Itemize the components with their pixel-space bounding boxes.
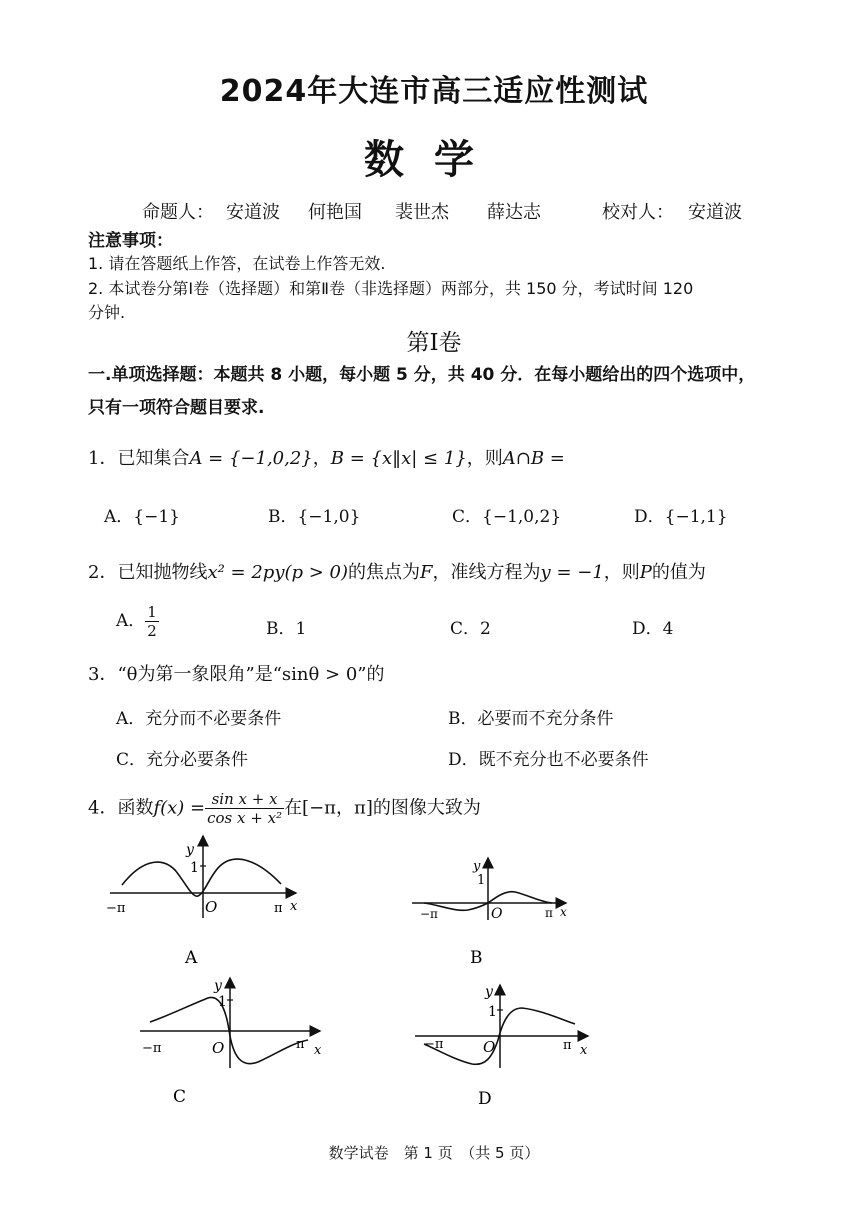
graph-a-pi: π [274, 901, 283, 916]
q2-var: P [639, 562, 652, 583]
graph-a-axis-x: x [290, 899, 298, 914]
q1-option-a: A．{−1} [104, 507, 180, 527]
graph-d-origin: O [483, 1038, 496, 1056]
q4-stem-a: 4．函数 [88, 797, 154, 819]
q1-ask: A∩B = [502, 448, 565, 469]
graph-c-origin: O [212, 1039, 225, 1057]
q4-denominator: cos x + x² [207, 809, 283, 827]
notice-item-2-cont: 分钟. [88, 303, 126, 322]
graph-b-axis-y: y [473, 859, 481, 874]
q2-equation: x² = 2py(p > 0) [207, 562, 349, 583]
graph-a-axis-y: y [186, 842, 194, 858]
q4-numerator: sin x + x [205, 790, 284, 809]
q2-stem-e: 的值为 [651, 562, 706, 583]
graph-c-label: C [173, 1087, 187, 1107]
graph-d-neg-pi: −π [424, 1037, 444, 1052]
q2-stem-c: ，准线方程为 [432, 562, 541, 583]
question-3: 3．“θ为第一象限角”是“sinθ > 0”的 [88, 664, 385, 685]
graph-b-origin: O [491, 906, 503, 922]
setters-label: 命题人： [142, 202, 214, 223]
graph-b-axis-x: x [560, 905, 567, 919]
graph-d-pi: π [563, 1038, 572, 1053]
graph-a-curve [122, 859, 281, 896]
graph-d [415, 984, 588, 1068]
section-heading-cont: 只有一项符合题目要求. [88, 398, 265, 418]
exam-title: 2024年大连市高三适应性测试 [219, 74, 649, 109]
checker: 安道波 [688, 202, 742, 223]
q2-option-a-den: 2 [147, 622, 157, 640]
q2-stem-b: 的焦点为 [348, 562, 421, 583]
q1-set-a: A = {−1,0,2} [189, 448, 313, 469]
setter-1: 安道波 [226, 202, 280, 223]
q1-option-b: B．{−1,0} [268, 507, 361, 527]
graph-d-label: D [478, 1089, 492, 1109]
q2-option-b: B．1 [266, 619, 307, 639]
graph-d-axis-x: x [580, 1043, 588, 1058]
graph-b-tick-1: 1 [477, 873, 486, 888]
graph-d-axis-y: y [485, 984, 493, 1000]
q4-stem-b: 在[−π，π]的图像大致为 [284, 797, 481, 819]
q3-option-c: C．充分必要条件 [116, 750, 249, 770]
q1-option-c: C．{−1,0,2} [452, 507, 562, 527]
q4-fname: f(x) = [153, 797, 206, 819]
graph-b-label: B [470, 948, 483, 968]
notice-item-1: 1. 请在答题纸上作答，在试卷上作答无效. [88, 254, 386, 273]
graph-a-origin: O [205, 898, 218, 916]
section-heading: 一.单项选择题：本题共 8 小题，每小题 5 分，共 40 分．在每小题给出的四个选项中， [88, 365, 756, 385]
graph-a-tick-1: 1 [190, 860, 199, 876]
graph-d-tick-1: 1 [488, 1004, 497, 1020]
notice-heading: 注意事项： [88, 231, 173, 251]
q2-option-a-num: 1 [147, 603, 157, 621]
graph-c [140, 978, 322, 1068]
q1-set-b: B = {x‖x| ≤ 1} [330, 448, 467, 469]
q3-option-d: D．既不充分也不必要条件 [448, 750, 649, 770]
q2-stem-a: 2．已知抛物线 [88, 562, 208, 583]
q3-option-b: B．必要而不充分条件 [448, 709, 614, 729]
graph-c-axis-x: x [314, 1043, 322, 1058]
q2-option-c: C．2 [450, 619, 491, 639]
part-title: 第Ⅰ卷 [406, 330, 462, 356]
setter-3: 裴世杰 [395, 202, 449, 223]
graph-c-tick-1: 1 [218, 994, 227, 1010]
q2-option-d: D．4 [632, 619, 674, 639]
q2-focus: F [420, 562, 433, 583]
graph-c-pi: π [296, 1037, 305, 1052]
setter-4: 薛达志 [487, 202, 541, 223]
subject-title: 数学 [364, 137, 504, 183]
graph-b-neg-pi: −π [420, 907, 438, 921]
checker-label: 校对人： [602, 202, 674, 223]
q2-stem-d: ，则 [603, 562, 640, 583]
q2-option-a-label: A． [116, 611, 146, 631]
graph-b [412, 858, 567, 922]
q2-directrix: y = −1 [540, 562, 604, 583]
q1-option-d: D．{−1,1} [634, 507, 728, 527]
graph-a-label: A [185, 948, 198, 968]
graph-b-pi: π [545, 906, 553, 920]
q1-stem-a: 1．已知集合 [88, 448, 190, 469]
graph-a [106, 836, 298, 918]
q1-stem-b: ，则 [466, 448, 503, 469]
graph-c-axis-y: y [214, 978, 222, 994]
page-footer: 数学试卷 第 1 页 （共 5 页） [328, 1144, 540, 1162]
setter-2: 何艳国 [308, 202, 362, 223]
graph-c-neg-pi: −π [142, 1041, 162, 1056]
q3-option-a: A．充分而不必要条件 [116, 709, 282, 729]
graph-a-neg-pi: −π [106, 901, 126, 916]
q1-sep: ， [312, 448, 331, 469]
notice-item-2: 2. 本试卷分第Ⅰ卷（选择题）和第Ⅱ卷（非选择题）两部分，共 150 分，考试时间 120 [88, 279, 694, 298]
